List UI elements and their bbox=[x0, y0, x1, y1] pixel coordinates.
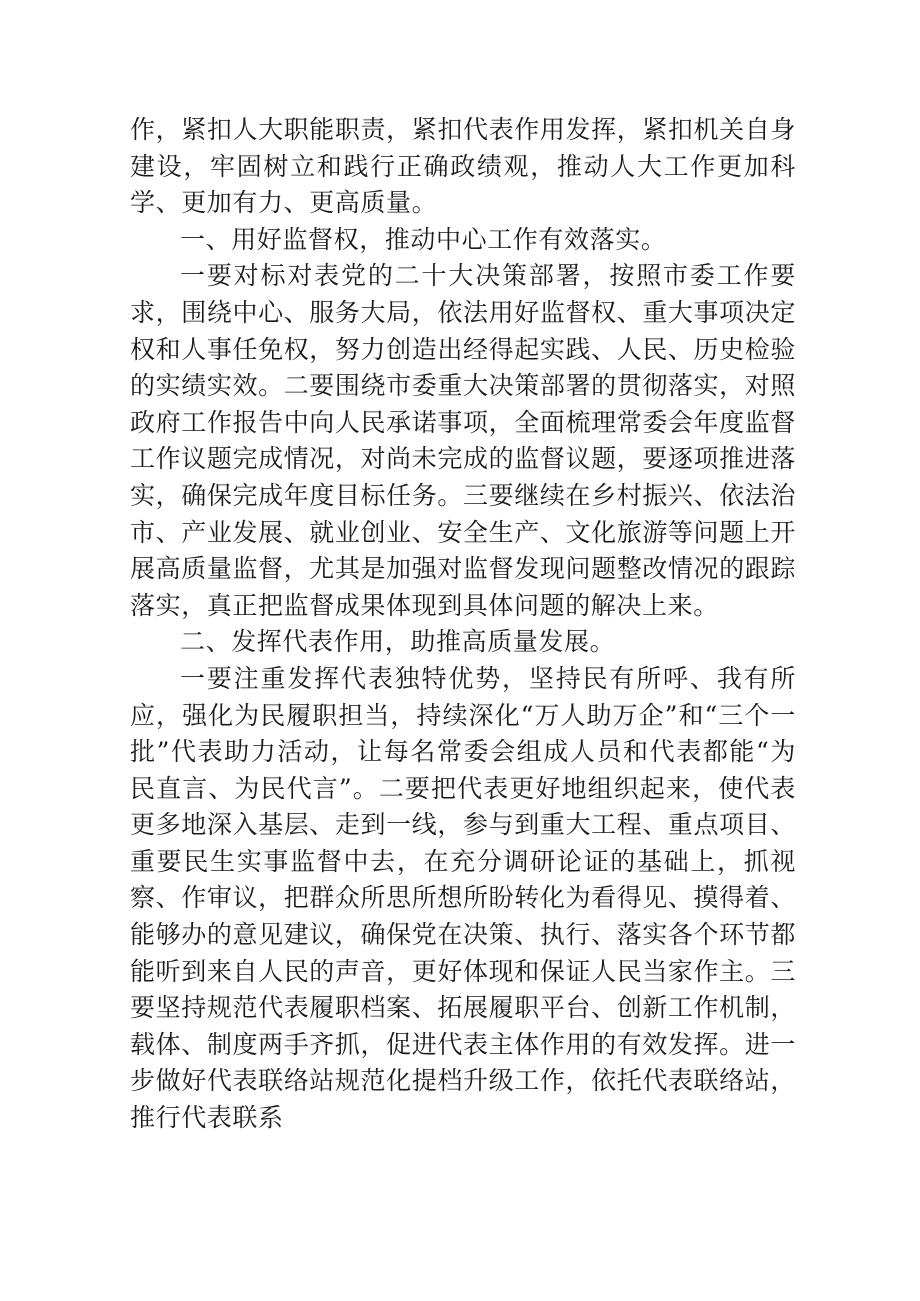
document-body bbox=[130, 112, 796, 1137]
paragraph-continued: 作，紧扣人大职能职责，紧扣代表作用发挥，紧扣机关自身建设，牢固树立和践行正确政绩观，推动人大工作更加科学、更加有力、更高质量。 bbox=[130, 115, 796, 218]
section-heading-1: 一、用好监督权，推动中心工作有效落实。 bbox=[180, 224, 667, 254]
paragraph-representatives: 一要注重发挥代表独特优势，坚持民有所呼、我有所应，强化为民履职担当，持续深化“万人助万企”和“三个一批”代表助力活动，让每名常委会组成人员和代表都能“为民直言、为民代言”。二要把代表更好地组织起来，使代表更多地深入基层、走到一线，参与到重大工程、重点项目、重要民生实事监督中去，在充分调研论证的基础上，抓视察、作审议，把群众所思所想所盼转化为看得见、摸得着、能够办的意见建议，确保党在决策、执行、落实各个环节都能听到来自人民的声音，更好体现和保证人民当家作主。三要坚持规范代表履职档案、拓展履职平台、创新工作机制，载体、制度两手齐抓，促进代表主体作用的有效发挥。进一步做好代表联络站规范化提档升级工作，依托代表联络站，推行代表联系 bbox=[130, 663, 796, 1133]
section-heading-2: 二、发挥代表作用，助推高质量发展。 bbox=[180, 627, 616, 657]
paragraph-supervision: 一要对标对表党的二十大决策部署，按照市委工作要求，围绕中心、服务大局，依法用好监督权、重大事项决定权和人事任免权，努力创造出经得起实践、人民、历史检验的实绩实效。二要围绕市委重大决策部署的贯彻落实，对照政府工作报告中向人民承诺事项，全面梳理常委会年度监督工作议题完成情况，对尚未完成的监督议题，要逐项推进落实，确保完成年度目标任务。三要继续在乡村振兴、依法治市、产业发展、就业创业、安全生产、文化旅游等问题上开展高质量监督，尤其是加强对监督发现问题整改情况的跟踪落实，真正把监督成果体现到具体问题的解决上来。 bbox=[130, 261, 796, 620]
